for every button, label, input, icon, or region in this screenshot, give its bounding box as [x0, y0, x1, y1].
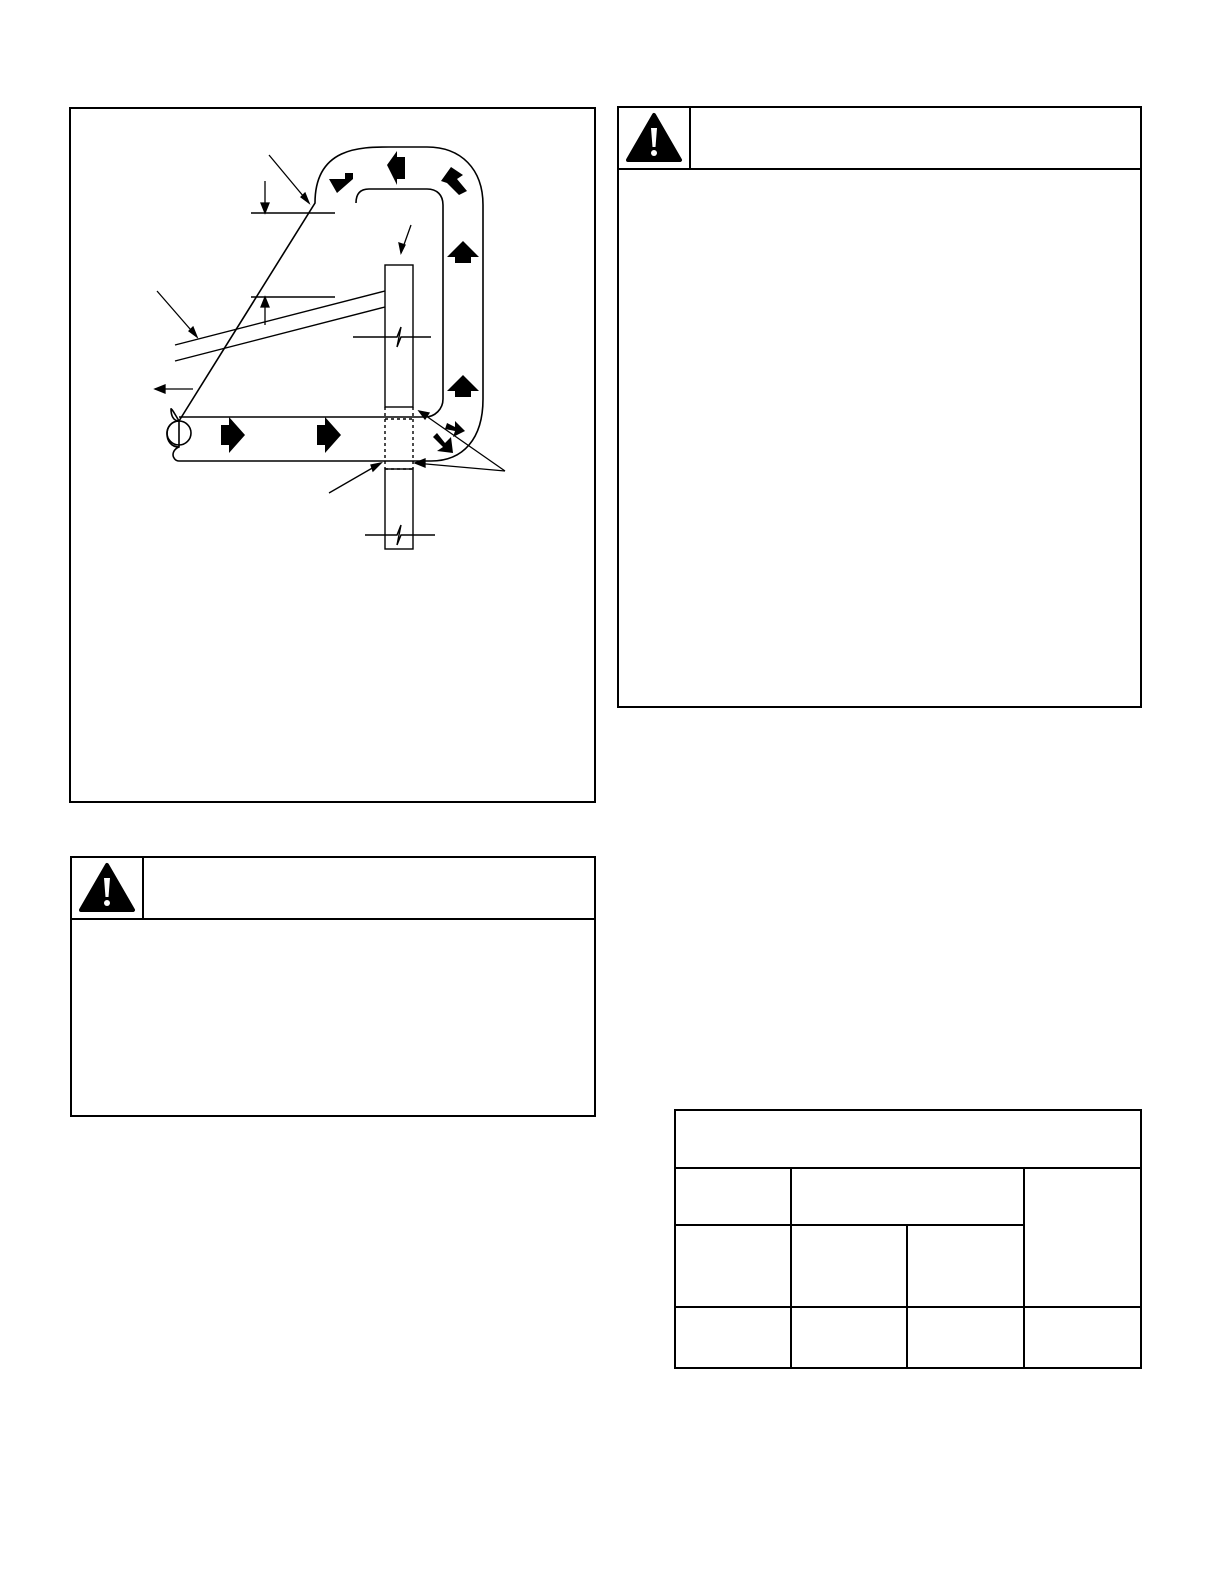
figure-box: [69, 107, 596, 803]
warning-box-right: [617, 106, 1142, 708]
table-header: [674, 1168, 791, 1225]
table-header: [1024, 1168, 1142, 1307]
table-cell: [1024, 1307, 1142, 1369]
warning-triangle-icon: [78, 862, 136, 914]
flow-arrow-left: [387, 151, 405, 185]
flow-arrow-right-1: [221, 417, 245, 453]
spec-table: [674, 1109, 1142, 1369]
warning-triangle-icon: [625, 112, 683, 164]
table-cell: [791, 1307, 907, 1369]
flow-arrow-up-2: [447, 375, 479, 397]
table-header: [791, 1225, 907, 1307]
flow-arrow-right-2: [317, 417, 341, 453]
table-cell: [907, 1307, 1024, 1369]
table-cell: [674, 1307, 791, 1369]
warning-box-left: [70, 856, 596, 1117]
warning-header: [619, 108, 1140, 170]
warning-header: [72, 858, 594, 920]
table-header: [907, 1225, 1024, 1307]
vent-diagram: [71, 109, 594, 801]
flow-arrow-up-1: [447, 241, 479, 263]
warning-icon-cell: [619, 108, 691, 168]
vent-inner-path: [179, 189, 443, 417]
table-header: [791, 1168, 1024, 1225]
warning-icon-cell: [72, 858, 144, 918]
flow-arrow-diag-2: [433, 433, 453, 453]
flow-arrow-down: [329, 173, 353, 193]
flow-arrow-diag: [441, 167, 467, 195]
flow-arrow-diag-3: [445, 421, 465, 437]
table-title: [674, 1109, 1142, 1168]
